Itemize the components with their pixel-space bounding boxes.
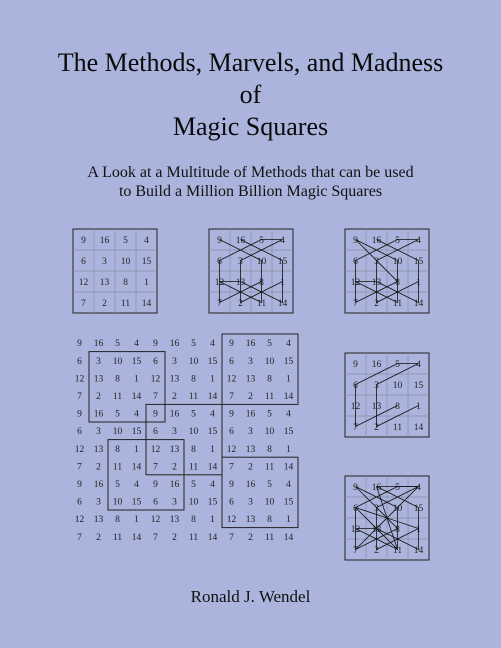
square-number: 13 bbox=[371, 524, 382, 535]
tiled-number: 16 bbox=[169, 339, 180, 350]
tiled-number: 16 bbox=[93, 339, 104, 350]
tiled-number: 11 bbox=[264, 462, 275, 473]
tiled-number: 2 bbox=[248, 392, 253, 402]
square-number: 2 bbox=[374, 422, 379, 433]
tiled-number: 14 bbox=[283, 462, 294, 473]
square-number: 10 bbox=[256, 256, 267, 267]
square-number: 15 bbox=[413, 503, 424, 514]
tiled-number: 2 bbox=[96, 532, 101, 543]
tiled-number: 15 bbox=[131, 427, 142, 438]
tiled-number: 4 bbox=[286, 409, 291, 420]
tiled-number: 9 bbox=[229, 480, 234, 490]
square-number: 9 bbox=[353, 482, 358, 493]
tiled-number: 9 bbox=[77, 409, 82, 420]
tiled-number: 15 bbox=[283, 356, 294, 367]
tiled-number: 10 bbox=[112, 497, 123, 508]
tiled-number: 10 bbox=[112, 356, 123, 367]
square-number: 8 bbox=[395, 401, 400, 412]
square-number: 7 bbox=[353, 545, 358, 556]
tiled-number: 10 bbox=[188, 427, 199, 438]
square-number: 1 bbox=[416, 277, 421, 288]
square-number: 16 bbox=[235, 235, 246, 246]
tiled-magic-square-grid bbox=[75, 334, 298, 543]
tiled-number: 11 bbox=[112, 462, 123, 473]
tiled-number: 13 bbox=[245, 374, 256, 385]
tiled-number: 5 bbox=[191, 480, 196, 490]
square-number: 6 bbox=[353, 256, 358, 267]
square-number: 11 bbox=[392, 298, 403, 309]
square-number: 14 bbox=[141, 298, 152, 309]
tiled-number: 12 bbox=[74, 515, 85, 526]
tiled-number: 4 bbox=[210, 409, 215, 420]
tiled-number: 11 bbox=[264, 532, 275, 543]
tiled-number: 7 bbox=[229, 462, 234, 473]
tiled-number: 1 bbox=[134, 444, 139, 455]
tiled-number: 12 bbox=[226, 374, 237, 385]
square-number: 5 bbox=[259, 235, 264, 246]
author-name: Ronald J. Wendel bbox=[190, 587, 311, 606]
square-number: 2 bbox=[374, 545, 379, 556]
tiled-number: 8 bbox=[115, 444, 120, 455]
tiled-number: 6 bbox=[229, 356, 234, 367]
tiled-number: 1 bbox=[286, 374, 291, 385]
tiled-number: 10 bbox=[264, 497, 275, 508]
tiled-number: 11 bbox=[188, 392, 199, 402]
tiled-number: 4 bbox=[286, 339, 291, 350]
tiled-number: 8 bbox=[267, 374, 272, 385]
tiled-number: 2 bbox=[96, 392, 101, 402]
square-number: 1 bbox=[416, 401, 421, 412]
magic-square-plain bbox=[73, 229, 157, 313]
tiled-number: 8 bbox=[115, 515, 120, 526]
tiled-number: 8 bbox=[267, 444, 272, 455]
tiled-number: 3 bbox=[96, 427, 101, 438]
tiled-number: 10 bbox=[188, 356, 199, 367]
tiled-number: 4 bbox=[210, 339, 215, 350]
square-number: 12 bbox=[350, 524, 361, 535]
square-number: 6 bbox=[81, 256, 86, 267]
square-number: 10 bbox=[392, 380, 403, 391]
square-number: 4 bbox=[416, 359, 421, 370]
tiled-number: 7 bbox=[77, 392, 82, 402]
square-number: 3 bbox=[374, 256, 379, 267]
tiled-number: 12 bbox=[226, 444, 237, 455]
tiled-number: 3 bbox=[248, 497, 253, 508]
tiled-number: 15 bbox=[283, 497, 294, 508]
tiled-number: 3 bbox=[96, 497, 101, 508]
square-number: 7 bbox=[81, 298, 86, 309]
tiled-number: 3 bbox=[248, 356, 253, 367]
square-number: 1 bbox=[280, 277, 285, 288]
tiled-number: 9 bbox=[77, 339, 82, 350]
square-number: 3 bbox=[374, 380, 379, 391]
square-number: 14 bbox=[413, 422, 424, 433]
square-number: 12 bbox=[350, 401, 361, 412]
tiled-number: 6 bbox=[77, 497, 82, 508]
square-number: 14 bbox=[413, 545, 424, 556]
subtitle-line-2: to Build a Million Billion Magic Squares bbox=[118, 183, 383, 200]
square-number: 9 bbox=[81, 235, 86, 246]
tiled-number: 7 bbox=[77, 532, 82, 543]
tiled-number: 1 bbox=[134, 374, 139, 385]
square-number: 11 bbox=[392, 545, 403, 556]
square-number: 11 bbox=[120, 298, 131, 309]
tiled-number: 1 bbox=[210, 374, 215, 385]
square-number: 16 bbox=[371, 235, 382, 246]
tiled-number: 9 bbox=[229, 409, 234, 420]
tiled-number: 8 bbox=[191, 374, 196, 385]
square-number: 9 bbox=[217, 235, 222, 246]
tiled-number: 16 bbox=[169, 480, 180, 490]
tiled-number: 8 bbox=[115, 374, 120, 385]
square-number: 4 bbox=[280, 235, 285, 246]
tiled-number: 10 bbox=[112, 427, 123, 438]
tiled-number: 12 bbox=[74, 444, 85, 455]
square-number: 4 bbox=[416, 482, 421, 493]
tiled-number: 14 bbox=[207, 532, 218, 543]
tiled-number: 9 bbox=[77, 480, 82, 490]
tiled-number: 13 bbox=[93, 444, 104, 455]
tiled-number: 4 bbox=[210, 480, 215, 490]
tiled-number: 5 bbox=[267, 339, 272, 350]
square-number: 8 bbox=[395, 524, 400, 535]
square-number: 15 bbox=[277, 256, 288, 267]
tiled-number: 1 bbox=[134, 515, 139, 526]
tiled-number: 9 bbox=[153, 409, 158, 420]
tiled-number: 5 bbox=[115, 409, 120, 420]
tiled-number: 6 bbox=[77, 427, 82, 438]
tiled-number: 7 bbox=[153, 532, 158, 543]
tiled-number: 4 bbox=[134, 409, 139, 420]
square-number: 15 bbox=[141, 256, 152, 267]
square-number: 4 bbox=[144, 235, 149, 246]
square-number: 3 bbox=[238, 256, 243, 267]
square-number: 15 bbox=[413, 256, 424, 267]
tiled-number: 6 bbox=[229, 427, 234, 438]
square-number: 13 bbox=[371, 401, 382, 412]
tiled-number: 11 bbox=[188, 532, 199, 543]
tiled-number: 11 bbox=[188, 462, 199, 473]
tiled-number: 5 bbox=[115, 480, 120, 490]
tiled-number: 15 bbox=[131, 497, 142, 508]
square-number: 2 bbox=[238, 298, 243, 309]
square-number: 8 bbox=[123, 277, 128, 288]
tiled-number: 13 bbox=[93, 515, 104, 526]
square-number: 12 bbox=[78, 277, 89, 288]
tiled-number: 3 bbox=[248, 427, 253, 438]
tiled-number: 4 bbox=[134, 339, 139, 350]
square-number: 14 bbox=[413, 298, 424, 309]
tiled-number: 6 bbox=[153, 427, 158, 438]
square-number: 1 bbox=[144, 277, 149, 288]
square-number: 6 bbox=[353, 380, 358, 391]
tiled-number: 11 bbox=[112, 532, 123, 543]
square-number: 5 bbox=[395, 359, 400, 370]
tiled-number: 13 bbox=[169, 444, 180, 455]
tiled-number: 14 bbox=[283, 532, 294, 543]
tiled-number: 16 bbox=[169, 409, 180, 420]
tiled-number: 1 bbox=[286, 444, 291, 455]
tiled-number: 13 bbox=[245, 444, 256, 455]
tiled-number: 16 bbox=[93, 480, 104, 490]
tiled-number: 2 bbox=[172, 462, 177, 473]
tiled-number: 14 bbox=[207, 392, 218, 402]
square-number: 6 bbox=[353, 503, 358, 514]
tiled-number: 6 bbox=[77, 356, 82, 367]
tiled-number: 8 bbox=[267, 515, 272, 526]
tiled-number: 5 bbox=[191, 409, 196, 420]
title-line-3: Magic Squares bbox=[172, 112, 329, 141]
square-number: 8 bbox=[395, 277, 400, 288]
tiled-number: 3 bbox=[172, 427, 177, 438]
tiled-number: 2 bbox=[248, 462, 253, 473]
tiled-number: 12 bbox=[74, 374, 85, 385]
tiled-number: 9 bbox=[229, 339, 234, 350]
tiled-number: 5 bbox=[115, 339, 120, 350]
tiled-number: 16 bbox=[245, 409, 256, 420]
magic-square-pattern-a bbox=[209, 229, 293, 313]
tiled-number: 2 bbox=[248, 532, 253, 543]
tiled-number: 3 bbox=[172, 356, 177, 367]
square-number: 13 bbox=[371, 277, 382, 288]
tiled-number: 12 bbox=[150, 515, 161, 526]
tiled-number: 12 bbox=[150, 444, 161, 455]
square-number: 1 bbox=[416, 524, 421, 535]
tiled-number: 5 bbox=[191, 339, 196, 350]
subtitle-line-1: A Look at a Multitude of Methods that can be used bbox=[87, 164, 414, 181]
square-number: 3 bbox=[102, 256, 107, 267]
tiled-number: 1 bbox=[210, 444, 215, 455]
square-number: 12 bbox=[214, 277, 225, 288]
square-number: 13 bbox=[99, 277, 110, 288]
tiled-number: 8 bbox=[191, 444, 196, 455]
tiled-number: 12 bbox=[150, 374, 161, 385]
square-number: 5 bbox=[395, 235, 400, 246]
magic-square-pattern-d bbox=[345, 476, 429, 560]
square-number: 7 bbox=[353, 298, 358, 309]
square-number: 13 bbox=[235, 277, 246, 288]
title-line-2: of bbox=[239, 80, 262, 109]
square-number: 11 bbox=[256, 298, 267, 309]
tiled-number: 13 bbox=[169, 515, 180, 526]
tiled-number: 5 bbox=[267, 409, 272, 420]
square-number: 5 bbox=[123, 235, 128, 246]
tiled-number: 2 bbox=[96, 462, 101, 473]
tiled-number: 1 bbox=[210, 515, 215, 526]
tiled-number: 14 bbox=[283, 392, 294, 402]
magic-square-pattern-c bbox=[345, 353, 429, 437]
tiled-number: 7 bbox=[153, 462, 158, 473]
square-number: 8 bbox=[259, 277, 264, 288]
square-number: 11 bbox=[392, 422, 403, 433]
tiled-number: 12 bbox=[226, 515, 237, 526]
tiled-number: 14 bbox=[207, 462, 218, 473]
tiled-number: 14 bbox=[131, 532, 142, 543]
square-number: 3 bbox=[374, 503, 379, 514]
square-number: 9 bbox=[353, 235, 358, 246]
square-number: 16 bbox=[371, 359, 382, 370]
tiled-number: 16 bbox=[245, 480, 256, 490]
tiled-number: 10 bbox=[188, 497, 199, 508]
square-number: 6 bbox=[217, 256, 222, 267]
tiled-number: 4 bbox=[134, 480, 139, 490]
tiled-number: 14 bbox=[131, 462, 142, 473]
square-number: 7 bbox=[353, 422, 358, 433]
tiled-number: 8 bbox=[191, 515, 196, 526]
tiled-number: 1 bbox=[286, 515, 291, 526]
tiled-number: 10 bbox=[264, 356, 275, 367]
tiled-number: 5 bbox=[267, 480, 272, 490]
tiled-number: 16 bbox=[93, 409, 104, 420]
tiled-number: 16 bbox=[245, 339, 256, 350]
square-number: 9 bbox=[353, 359, 358, 370]
square-number: 2 bbox=[374, 298, 379, 309]
tiled-number: 10 bbox=[264, 427, 275, 438]
square-number: 12 bbox=[350, 277, 361, 288]
tiled-number: 7 bbox=[229, 532, 234, 543]
tiled-number: 6 bbox=[153, 497, 158, 508]
tiled-number: 7 bbox=[77, 462, 82, 473]
tiled-number: 9 bbox=[153, 339, 158, 350]
tiled-number: 2 bbox=[172, 392, 177, 402]
tiled-number: 4 bbox=[286, 480, 291, 490]
square-number: 14 bbox=[277, 298, 288, 309]
square-number: 4 bbox=[416, 235, 421, 246]
square-number: 16 bbox=[371, 482, 382, 493]
square-number: 10 bbox=[120, 256, 131, 267]
tiled-number: 7 bbox=[153, 392, 158, 402]
square-number: 16 bbox=[99, 235, 110, 246]
square-number: 2 bbox=[102, 298, 107, 309]
square-number: 15 bbox=[413, 380, 424, 391]
tiled-number: 6 bbox=[229, 497, 234, 508]
tiled-number: 15 bbox=[207, 497, 218, 508]
tiled-number: 15 bbox=[207, 356, 218, 367]
square-number: 7 bbox=[217, 298, 222, 309]
square-number: 10 bbox=[392, 503, 403, 514]
square-number: 5 bbox=[395, 482, 400, 493]
tiled-number: 13 bbox=[245, 515, 256, 526]
tiled-number: 9 bbox=[153, 480, 158, 490]
tiled-number: 15 bbox=[283, 427, 294, 438]
tiled-number: 7 bbox=[229, 392, 234, 402]
square-number: 10 bbox=[392, 256, 403, 267]
tiled-number: 3 bbox=[172, 497, 177, 508]
tiled-number: 11 bbox=[112, 392, 123, 402]
tiled-number: 15 bbox=[131, 356, 142, 367]
tiled-number: 13 bbox=[169, 374, 180, 385]
tiled-number: 11 bbox=[264, 392, 275, 402]
tiled-number: 6 bbox=[153, 356, 158, 367]
title-line-1: The Methods, Marvels, and Madness bbox=[57, 48, 444, 77]
tiled-number: 13 bbox=[93, 374, 104, 385]
tiled-number: 3 bbox=[96, 356, 101, 367]
tiled-number: 14 bbox=[131, 392, 142, 402]
tiled-number: 2 bbox=[172, 532, 177, 543]
tiled-number: 15 bbox=[207, 427, 218, 438]
magic-square-pattern-b bbox=[345, 229, 429, 313]
